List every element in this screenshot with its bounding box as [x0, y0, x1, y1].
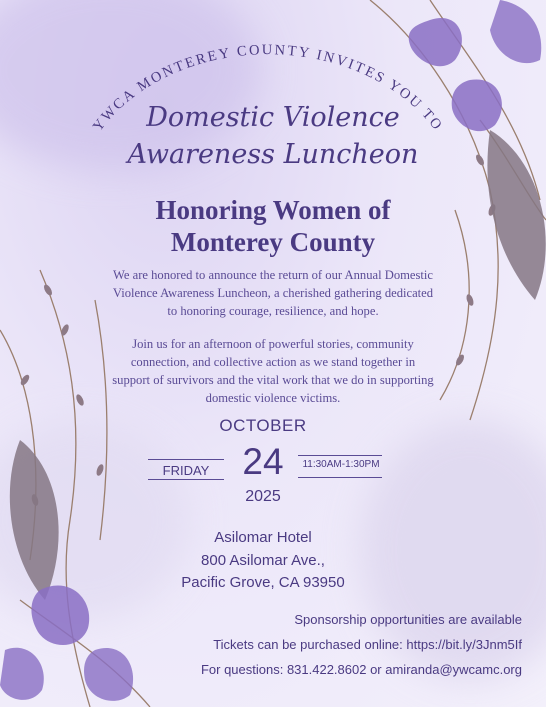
event-day: 24	[242, 441, 284, 482]
venue-name: Asilomar Hotel	[214, 529, 312, 546]
intro-paragraph	[70, 266, 476, 320]
invitation-line: domestic violence victims.	[205, 391, 341, 405]
contact-note: For questions: 831.422.8602 or amiranda@ywcamc.org	[200, 662, 522, 677]
event-year: 2025	[245, 488, 281, 505]
invitation-line: connection, and collective action as we stand together in	[130, 355, 416, 369]
tickets-note: Tickets can be purchased online: https://bit.ly/3Jnm5If	[213, 637, 522, 652]
invitation-line: support of survivors and the vital work that we do in supporting	[112, 373, 434, 387]
event-time: 11:30AM-1:30PM	[302, 459, 380, 470]
event-name-line2: Awareness Luncheon	[127, 139, 419, 170]
event-name-line1: Domestic Violence	[146, 102, 400, 133]
invitation-paragraph	[70, 335, 476, 407]
sponsorship-note: Sponsorship opportunities are available	[294, 612, 522, 627]
date-rule-right-top	[298, 455, 382, 456]
date-rule-right-bottom	[298, 477, 382, 478]
venue-city: Pacific Grove, CA 93950	[181, 574, 345, 591]
intro-line: Violence Awareness Luncheon, a cherished gathering dedicated	[112, 286, 434, 300]
event-weekday: FRIDAY	[162, 463, 210, 478]
heading-line2: Monterey County	[170, 227, 376, 257]
intro-line: to honoring courage, resilience, and hope.	[167, 304, 379, 318]
heading-line1: Honoring Women of	[155, 195, 391, 225]
invite-line: YWCA MONTEREY COUNTY INVITES YOU TO	[90, 42, 446, 135]
intro-line: We are honored to announce the return of our Annual Domestic	[112, 268, 434, 282]
invitation-line: Join us for an afternoon of powerful stories, community	[132, 337, 414, 351]
venue-street: 800 Asilomar Ave.,	[201, 552, 325, 569]
event-month: OCTOBER	[219, 416, 307, 435]
